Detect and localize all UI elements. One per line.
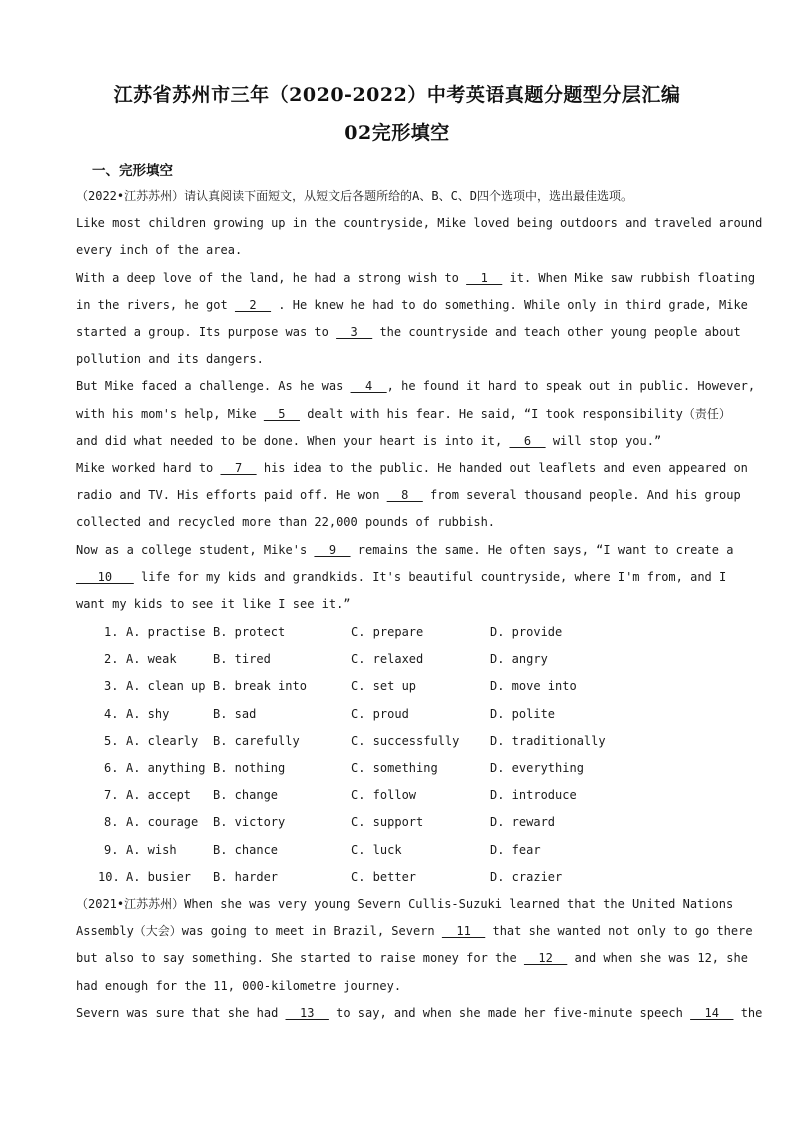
passage-line: [76, 188, 720, 204]
answer-blank: 3: [336, 325, 373, 339]
passage-line: [76, 297, 748, 313]
line-text: （2021•江苏苏州）When she was very young Severn Cullis-Suzuki learned that the United Nations: [76, 897, 734, 911]
passage-line: [76, 896, 734, 912]
answer-blank: 11: [441, 924, 486, 939]
line-text: remains the same. He often says, “I want to create a: [350, 542, 734, 557]
answer-blank: 6: [509, 433, 546, 448]
question-row: [76, 815, 720, 833]
document-title: 江苏省苏州市三年（2020-2022）中考英语真题分题型分层汇编: [113, 84, 681, 106]
option-b: B. victory: [213, 815, 286, 830]
answer-blank: 9: [314, 542, 351, 557]
line-text: pollution and its dangers.: [76, 352, 264, 367]
option-d: D. angry: [490, 652, 548, 667]
option-c: C. better: [351, 869, 417, 884]
answer-blank: 13: [285, 1005, 329, 1020]
line-text: the countryside and teach other young people about: [372, 325, 741, 339]
line-text: had enough for the 11, 000-kilometre journey.: [76, 978, 402, 993]
option-a: A. busier: [126, 869, 192, 884]
question-number: 10.: [98, 869, 120, 884]
option-a: A. wish: [126, 842, 177, 857]
option-c: C. proud: [351, 706, 409, 721]
option-d: D. move into: [490, 679, 577, 694]
passage-line: [76, 406, 731, 422]
passage-line: [76, 950, 748, 966]
passage-line: [76, 215, 763, 231]
option-b: B. carefully: [213, 733, 300, 748]
option-d: D. introduce: [490, 788, 577, 803]
passage-line: [76, 596, 720, 612]
option-d: D. reward: [490, 815, 556, 830]
question-row: [76, 707, 720, 725]
question-number: 6.: [104, 761, 119, 775]
question-row: [76, 625, 720, 643]
passage-line: [76, 487, 741, 503]
line-text: the: [733, 1005, 763, 1020]
line-text: from several thousand people. And his group: [422, 488, 741, 503]
line-text: . He knew he had to do something. While only in third grade, Mike: [271, 297, 748, 312]
line-text: radio and TV. His efforts paid off. He won: [76, 488, 387, 503]
line-text: life for my kids and grandkids. It's beautiful countryside, where I'm from, and I: [133, 569, 727, 584]
line-text: but also to say something. She started to raise money for the: [76, 951, 524, 966]
option-b: B. nothing: [213, 761, 286, 775]
option-b: B. break into: [213, 679, 307, 694]
option-c: C. support: [351, 815, 424, 830]
option-a: A. anything: [126, 761, 206, 775]
question-row: [76, 843, 720, 861]
line-text: Assembly（大会）was going to meet in Brazil, Severn: [76, 924, 442, 939]
question-number: 3.: [104, 679, 119, 694]
answer-blank: 10: [76, 569, 134, 584]
line-text: it. When Mike saw rubbish floating: [502, 270, 756, 285]
option-c: C. follow: [351, 788, 417, 803]
option-c: C. set up: [351, 679, 417, 694]
passage-line: [76, 542, 734, 558]
line-text: started a group. Its purpose was to: [76, 325, 337, 339]
option-c: C. luck: [351, 842, 402, 857]
line-text: and when she was 12, she: [567, 951, 748, 966]
passage-line: [76, 324, 741, 340]
passage-line: [76, 923, 753, 939]
question-number: 7.: [104, 788, 119, 803]
line-text: With a deep love of the land, he had a strong wish to: [76, 270, 467, 285]
option-a: A. weak: [126, 652, 177, 667]
line-text: his idea to the public. He handed out leaflets and even appeared on: [256, 461, 748, 475]
passage-line: [76, 270, 756, 286]
line-text: and did what needed to be done. When your heart is into it,: [76, 433, 510, 448]
section-heading: 一、完形填空: [92, 163, 173, 179]
answer-blank: 5: [263, 406, 300, 421]
answer-blank: 7: [220, 461, 257, 475]
option-c: C. something: [351, 761, 438, 775]
passage-line: [76, 978, 720, 994]
line-text: will stop you.”: [545, 433, 662, 448]
answer-blank: 1: [466, 270, 503, 285]
option-b: B. harder: [213, 869, 279, 884]
answer-blank: 12: [523, 951, 568, 966]
document-subtitle: 02完形填空: [344, 122, 450, 144]
option-b: B. chance: [213, 842, 279, 857]
option-a: A. clearly: [126, 733, 199, 748]
line-text: dealt with his fear. He said, “I took responsibility（责任）: [299, 406, 731, 421]
line-text: （2022•江苏苏州）请认真阅读下面短文，从短文后各题所给的A、B、C、D四个选项中，选出最佳选项。: [76, 189, 634, 203]
question-number: 4.: [104, 706, 119, 721]
option-a: A. accept: [126, 788, 192, 803]
question-row: [76, 734, 720, 752]
answer-blank: 4: [350, 379, 387, 394]
option-d: D. everything: [490, 761, 584, 775]
line-text: Like most children growing up in the countryside, Mike loved being outdoors and traveled around: [76, 216, 763, 231]
option-a: A. practise: [126, 625, 206, 639]
answer-blank: 2: [234, 297, 272, 312]
question-row: [76, 761, 720, 779]
passage-line: [76, 378, 756, 394]
option-b: B. sad: [213, 706, 257, 721]
option-c: C. successfully: [351, 733, 460, 748]
option-b: B. tired: [213, 652, 271, 667]
passage-line: [76, 433, 720, 449]
option-c: C. relaxed: [351, 652, 424, 667]
line-text: Mike worked hard to: [76, 461, 221, 475]
passage-line: [76, 1005, 763, 1021]
answer-blank: 14: [690, 1005, 734, 1020]
line-text: Now as a college student, Mike's: [76, 542, 315, 557]
passage-line: [76, 242, 720, 258]
question-number: 5.: [104, 733, 119, 748]
line-text: , he found it hard to speak out in public. However,: [386, 379, 756, 394]
line-text: in the rivers, he got: [76, 297, 235, 312]
option-d: D. traditionally: [490, 733, 606, 748]
option-a: A. courage: [126, 815, 199, 830]
question-number: 9.: [104, 842, 119, 857]
option-d: D. fear: [490, 842, 541, 857]
answer-blank: 8: [386, 488, 423, 503]
question-row: [76, 679, 720, 697]
question-row: [76, 652, 720, 670]
option-c: C. prepare: [351, 625, 424, 639]
passage-line: [76, 351, 720, 367]
question-number: 8.: [104, 815, 119, 830]
option-b: B. change: [213, 788, 279, 803]
option-d: D. provide: [490, 625, 563, 639]
passage-line: [76, 460, 748, 476]
line-text: But Mike faced a challenge. As he was: [76, 379, 351, 394]
line-text: collected and recycled more than 22,000 pounds of rubbish.: [76, 515, 496, 530]
line-text: want my kids to see it like I see it.”: [76, 597, 351, 611]
passage-line: [76, 514, 720, 530]
passage-line: [76, 569, 727, 585]
line-text: Severn was sure that she had: [76, 1005, 286, 1020]
question-row: [76, 788, 720, 806]
option-a: A. shy: [126, 706, 170, 721]
option-d: D. polite: [490, 706, 556, 721]
option-d: D. crazier: [490, 869, 563, 884]
option-b: B. protect: [213, 625, 286, 639]
line-text: with his mom's help, Mike: [76, 406, 264, 421]
option-a: A. clean up: [126, 679, 206, 694]
question-number: 2.: [104, 652, 119, 667]
line-text: every inch of the area.: [76, 243, 243, 258]
question-row: [76, 870, 720, 888]
line-text: to say, and when she made her five-minute speech: [328, 1005, 691, 1020]
line-text: that she wanted not only to go there: [485, 924, 753, 939]
question-number: 1.: [104, 625, 119, 639]
